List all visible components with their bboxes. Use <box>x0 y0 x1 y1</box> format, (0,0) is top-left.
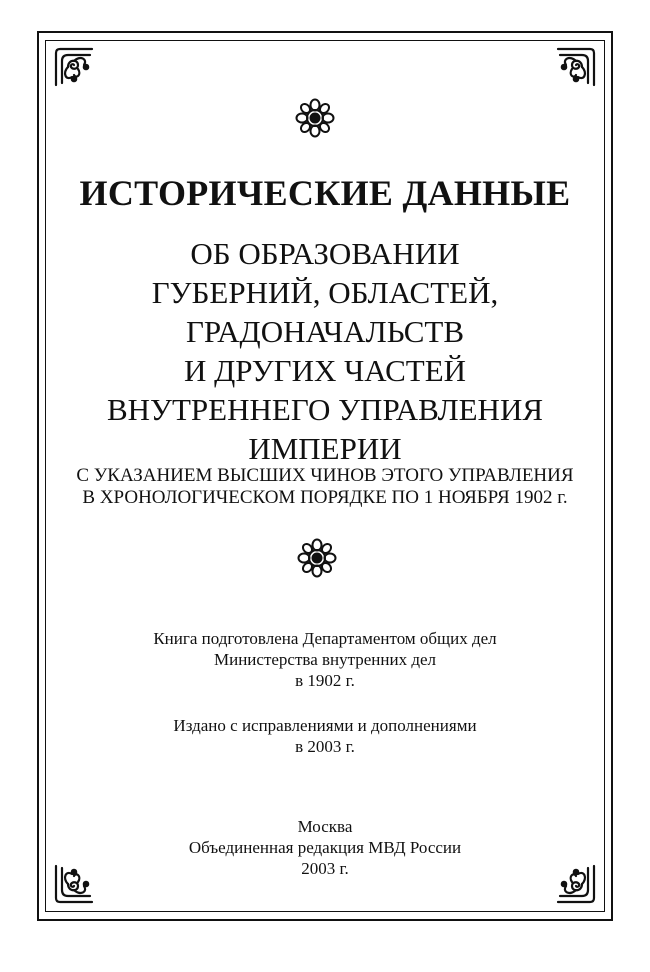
corner-ornament-icon <box>554 45 598 89</box>
subtitle-line: ГРАДОНАЧАЛЬСТВ <box>185 314 465 349</box>
flower-ornament-icon <box>295 98 335 138</box>
corner-ornament-icon <box>52 45 96 89</box>
imprint-publisher: Объединенная редакция МВД России <box>188 838 462 857</box>
book-title: ИСТОРИЧЕСКИЕ ДАННЫЕ <box>79 173 571 213</box>
note-line: С УКАЗАНИЕМ ВЫСШИХ ЧИНОВ ЭТОГО УПРАВЛЕНИЯ <box>76 465 574 486</box>
imprint-year: 2003 г. <box>301 859 349 878</box>
prepared-by-line: Книга подготовлена Департаментом общих дел <box>153 629 497 648</box>
subtitle-line: ВНУТРЕННЕГО УПРАВЛЕНИЯ <box>106 392 544 427</box>
flower-ornament-icon <box>297 538 337 578</box>
subtitle-line: ОБ ОБРАЗОВАНИИ <box>190 236 460 271</box>
edition-line: в 2003 г. <box>295 737 355 756</box>
prepared-by-line: в 1902 г. <box>295 671 355 690</box>
subtitle-line: И ДРУГИХ ЧАСТЕЙ <box>183 353 467 388</box>
subtitle-line: ИМПЕРИИ <box>248 431 402 466</box>
imprint-city: Москва <box>297 817 353 836</box>
note-line: В ХРОНОЛОГИЧЕСКОМ ПОРЯДКЕ ПО 1 НОЯБРЯ 1902 г. <box>82 487 568 508</box>
edition-line: Издано с исправлениями и дополнениями <box>173 716 477 735</box>
prepared-by-line: Министерства внутренних дел <box>213 650 437 669</box>
subtitle-line: ГУБЕРНИЙ, ОБЛАСТЕЙ, <box>151 275 499 310</box>
